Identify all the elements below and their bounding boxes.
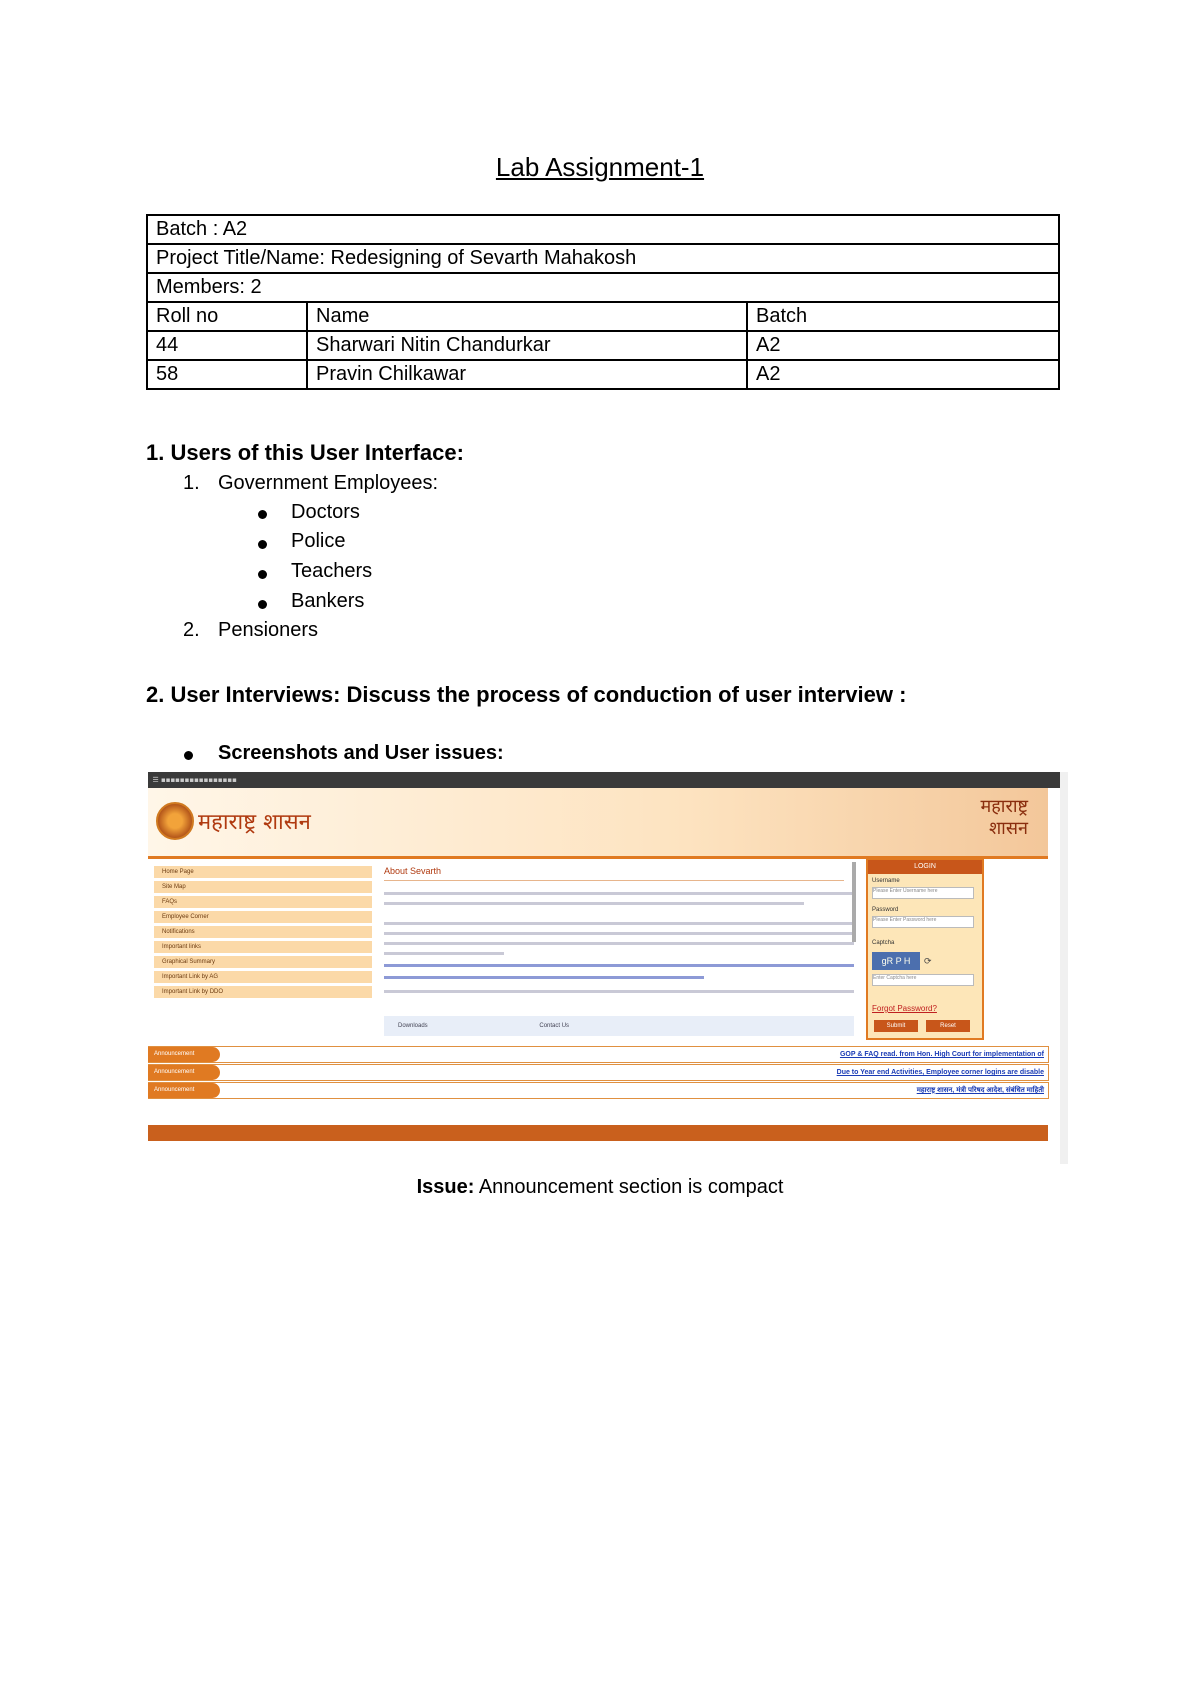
text-line [384,902,804,905]
side-menu [154,866,372,1001]
captcha-input[interactable]: Enter Captcha here [872,974,974,986]
downloads-link[interactable]: Downloads [398,1023,428,1029]
screenshot-caption [0,1176,1200,1199]
table-row [147,360,1059,389]
project-row: Project Title/Name: Redesigning of Sevarth Mahakosh [147,244,1059,273]
login-panel [866,858,984,1040]
username-input[interactable]: Please Enter Username here [872,887,974,899]
about-title: About Sevarth [384,866,442,876]
site-header [148,788,1048,859]
site-footer-bar [148,1125,1048,1141]
menu-item[interactable]: Important links [154,941,372,953]
password-label: Password [872,907,899,913]
menu-item[interactable]: Home Page [154,866,372,878]
list-item: Police [291,530,346,552]
cell-name: Sharwari Nitin Chandurkar [307,331,747,360]
divider [384,880,844,881]
scrollbar[interactable] [852,862,856,942]
header-batch: Batch [747,302,1059,331]
text-line [384,892,854,895]
seal-icon [156,802,194,840]
menu-item[interactable]: Employee Corner [154,911,372,923]
caption-label: Issue: [416,1176,475,1198]
text-line [384,976,704,979]
header-roll: Roll no [147,302,307,331]
menu-item[interactable]: Site Map [154,881,372,893]
site-brand-right: महाराष्ट्र शासन [980,796,1028,839]
cell-batch: A2 [747,360,1059,389]
list-item: Government Employees: [218,472,439,494]
list-item: Teachers [291,560,373,582]
website-screenshot [148,772,1068,1164]
table-row [147,331,1059,360]
cell-roll: 44 [147,331,307,360]
site-brand: महाराष्ट्र शासन [198,810,311,835]
menu-item[interactable]: FAQs [154,896,372,908]
text-line [384,942,854,945]
caption-text: Announcement section is compact [474,1176,784,1198]
announcement-link[interactable]: Due to Year end Activities, Employee corner logins are disable [836,1069,1044,1076]
members-row: Members: 2 [147,273,1059,302]
announcement-link[interactable]: महाराष्ट्र शासन, मंत्री परिषद आदेश, संबंधित माहिती [916,1087,1044,1094]
announcement-tag: Announcement [148,1083,220,1098]
text-line [384,932,854,935]
reset-button[interactable]: Reset [926,1020,970,1032]
section2-bullet: Screenshots and User issues: [218,742,504,764]
menu-item[interactable]: Notifications [154,926,372,938]
announcement-row [148,1064,1049,1081]
menu-item[interactable]: Graphical Summary [154,956,372,968]
text-line [384,922,854,925]
browser-titlebar: ☰ ▪▪▪▪▪▪▪▪▪▪▪▪▪▪▪▪ [148,772,1060,788]
list-item: Doctors [291,501,360,523]
refresh-icon[interactable]: ⟳ [924,956,932,966]
header-name: Name [307,302,747,331]
contact-link[interactable]: Contact Us [539,1023,570,1029]
announcement-link[interactable]: GOP & FAQ read. from Hon. High Court for implementation of [839,1051,1044,1058]
menu-item[interactable]: Important Link by AG [154,971,372,983]
captcha-image: gR P H [872,952,920,970]
password-input[interactable]: Please Enter Password here [872,916,974,928]
content-footer [384,1016,854,1036]
info-table [146,214,1060,390]
text-line [384,952,504,955]
list-item: Bankers [291,590,365,612]
forgot-password-link[interactable]: Forgot Password? [872,1004,937,1013]
submit-button[interactable]: Submit [874,1020,918,1032]
text-line [384,964,854,967]
announcement-tag: Announcement [148,1065,220,1080]
table-header-row [147,302,1059,331]
announcement-tag: Announcement [148,1047,220,1062]
bullet-icon [258,600,267,609]
cell-batch: A2 [747,331,1059,360]
announcement-row [148,1046,1049,1063]
menu-item[interactable]: Important Link by DDO [154,986,372,998]
announcement-row [148,1082,1049,1099]
batch-row: Batch : A2 [147,215,1059,244]
bullet-icon [258,540,267,549]
page-title: Lab Assignment-1 [495,152,705,182]
cell-roll: 58 [147,360,307,389]
bullet-icon [258,570,267,579]
bullet-icon [184,751,193,760]
bullet-icon [258,510,267,519]
username-label: Username [872,878,900,884]
login-title: LOGIN [868,860,982,874]
list-number: 2. [183,619,200,641]
section2-heading: 2. User Interviews: Discuss the process of conduction of user interview : [146,682,907,707]
captcha-label: Captcha [872,940,895,946]
text-line [384,990,854,993]
list-item: Pensioners [218,619,319,641]
cell-name: Pravin Chilkawar [307,360,747,389]
list-number: 1. [183,472,200,494]
section1-heading: 1. Users of this User Interface: [146,440,464,465]
